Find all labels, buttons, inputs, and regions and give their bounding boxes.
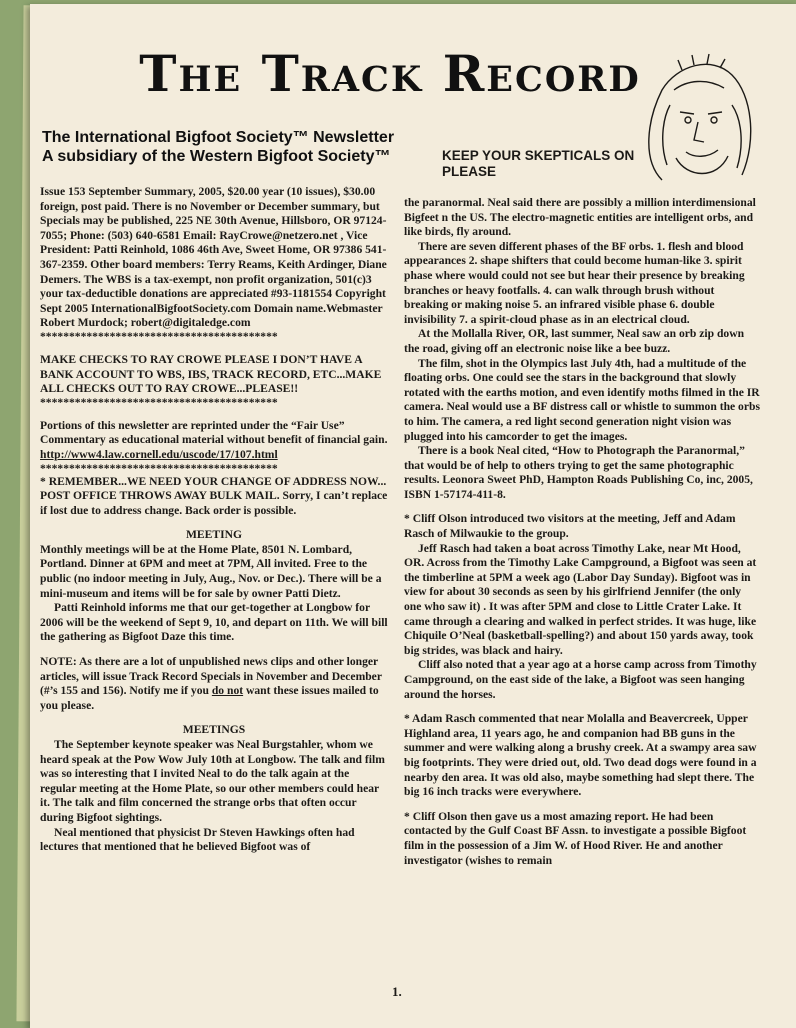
article-paragraph: the paranormal. Neal said there are possibly a million interdimensional Bigfeet n the US. The electro-magnetic entities are intelligent orbs, and like birds, fly around. xyxy=(404,196,756,239)
note-underline: do not xyxy=(211,684,244,698)
checks-notice: MAKE CHECKS TO RAY CROWE PLEASE I DON’T HAVE A BANK ACCOUNT TO WBS, IBS, TRACK RECORD, ETC...MAKE ALL CHECKS OUT TO RAY CROWE...PLEASE!! xyxy=(40,352,382,396)
article-paragraph: * Cliff Olson then gave us a most amazing report. He had been contacted by the Gulf Coast BF Assn. to investigate a possible Bigfoot film in the possession of a Jim W. of Hood River. He and another investigator (wishes to remain xyxy=(404,809,747,867)
fair-use-notice: Portions of this newsletter are reprinted under the “Fair Use” Commentary as educational material without benefit of financial gain. xyxy=(40,418,388,447)
law-url-link[interactable]: http://www4.law.cornell.edu/uscode/17/107.html xyxy=(40,447,278,461)
article-paragraph: There are seven different phases of the BF orbs. 1. flesh and blood appearances 2. shape shifters that could become human-like 3. spirit phase where would could not see but hear their presence by breaking branches or heavy footfalls. 4. can walk through brush without breaking or making noise 5. an infrared visible phase 6. double invisibility 7. a spirit-cloud phase as in an electrical cloud. xyxy=(404,239,745,326)
article-paragraph: The film, shot in the Olympics last July 4th, had a multitude of the floating orbs. One could see the stars in the background that slowly rotated with the earths motion, and even identify moths filmed in the IR camera. Neal would use a BF distress call or whistle to summon the orbs to him. The camera, a red light second generation night vision was plugged into his camcorder to get the images. xyxy=(404,356,760,443)
meeting-text: Monthly meetings will be at the Home Plate, 8501 N. Lombard, Portland. Dinner at 6PM and meet at 7PM, All invited. Free to the public (no indoor meeting in July, Aug., Nov. or Dec.). There will be a mini-museum and items will be for sale by owner Patti Dietz. xyxy=(40,542,382,600)
right-column xyxy=(404,196,760,868)
meeting-heading: MEETING xyxy=(185,528,243,542)
issue-info: Issue 153 September Summary, 2005, $20.00 year (10 issues), $30.00 foreign, post paid. There is no November or December summary, but Specials may be published, 225 NE 30th Avenue, Hillsboro, OR 97124-7055; Phone: (503) 640-6581 Email: RayCrowe@netzero.net , Vice President: Patti Reinhold, 1086 46th Ave, Sweet Home, OR 97386 541-367-2359. Other board members: Terry Reams, Keith Ardinger, Diane Demers. The WBS is a tax-exempt, non profit organization, 501(c)3 your tax-deductible donations are appreciated #93-1181554 Copyright Sept 2005 InternationalBigfootSociety.com Domain name.Webmaster Robert Murdock; robert@digitaledge.com xyxy=(40,185,387,330)
article-paragraph: Jeff Rasch had taken a boat across Timothy Lake, near Mt Hood, OR. Across from the Timothy Lake Campground, a Bigfoot was seen at the timberline at 5PM a week ago (Labor Day Sunday). Bigfoot was in view for about 30 seconds as seen by his girlfriend Jennifer (the only one who saw it) . It was after 5PM and close to Little Crater Lake. It came through a clearing and walked in perfect strides. It was huge, like Chiquile O’Neal (basketball-spelling?) and about 150 yards away, took big strides, was black and hairy. xyxy=(404,541,757,657)
article-paragraph: * Adam Rasch commented that near Molalla and Beavercreek, Upper Highland area, 11 years ago, he and companion had BB guns in the summer and were walking along a brushy creek. At a swampy area saw big footprints. They were dried out, old. Two dead dogs were found in a nearby den area. It was old also, maybe something had slept there. The big 16 inch tracks were everywhere. xyxy=(404,712,757,799)
page-number: 1. xyxy=(392,984,402,999)
article-paragraph: At the Mollalla River, OR, last summer, Neal saw an orb zip down the road, giving off an electronic noise like a bee buzz. xyxy=(404,327,745,355)
article-paragraph: * Cliff Olson introduced two visitors at the meeting, Jeff and Adam Rasch of Milwaukie to the group. xyxy=(404,512,736,541)
patti-text: Patti Reinhold informs me that our get-together at Longbow for 2006 will be the weekend of Sept 9, 10, and depart on 11th. We will bill the gathering as Bigfoot Daze this time. xyxy=(40,601,388,644)
keep-skepticals-banner: KEEP YOUR SKEPTICALS ON PLEASE xyxy=(442,148,635,179)
meetings-heading: MEETINGS xyxy=(182,723,246,737)
masthead-title: The Track Record xyxy=(139,44,641,103)
article-paragraph: Cliff also noted that a year ago at a horse camp across from Timothy Campground, on the east side of the lake, a Bigfoot was seen hanging around the horses. xyxy=(404,658,757,701)
article-paragraph: There is a book Neal cited, “How to Photograph the Paranormal,” that would be of help to others trying to get the same photographic results. Leonora Sweet PhD, Hampton Roads Publishing Co, inc, 2005, ISBN 1-57174-411-8. xyxy=(404,444,753,501)
newsletter-subtitle xyxy=(42,128,422,166)
divider-stars: ***************************************** xyxy=(40,396,278,409)
note-pre: NOTE: As there are a lot of unpublished news clips and other longer articles, will issue Track Record Specials in November and December (#’s 155 and 156). Notify me if you xyxy=(40,655,382,698)
note-text xyxy=(40,655,388,713)
meetings-text: The September keynote speaker was Neal Burgstahler, whom we heard speak at the Pow Wow July 10th at Longbow. The talk and film was so interesting that I invited Neal to do the talk again at the regular meeting at the Home Plate, so our other members could hear it. The talk and film concerned the strange orbs that often occur during Bigfoot sightings. xyxy=(40,738,385,824)
divider-stars: ***************************************** xyxy=(40,462,278,475)
neal-text: Neal mentioned that physicist Dr Steven Hawkings often had lectures that mentioned that he believed Bigfoot was of xyxy=(40,825,355,854)
subtitle-line-2: A subsidiary of the Western Bigfoot Society™ xyxy=(42,148,391,165)
bigfoot-face-icon xyxy=(632,50,762,190)
note-post: want these issues mailed to you please. xyxy=(40,684,379,712)
remember-notice: * REMEMBER...WE NEED YOUR CHANGE OF ADDRESS NOW... POST OFFICE THROWS AWAY BULK MAIL. Sorry, I can’t replace if lost due to address change. Back order is possible. xyxy=(40,474,388,517)
subtitle-line-1: The International Bigfoot Society™ Newsletter xyxy=(42,129,395,146)
divider-stars: ***************************************** xyxy=(40,330,278,343)
left-column xyxy=(40,185,388,855)
